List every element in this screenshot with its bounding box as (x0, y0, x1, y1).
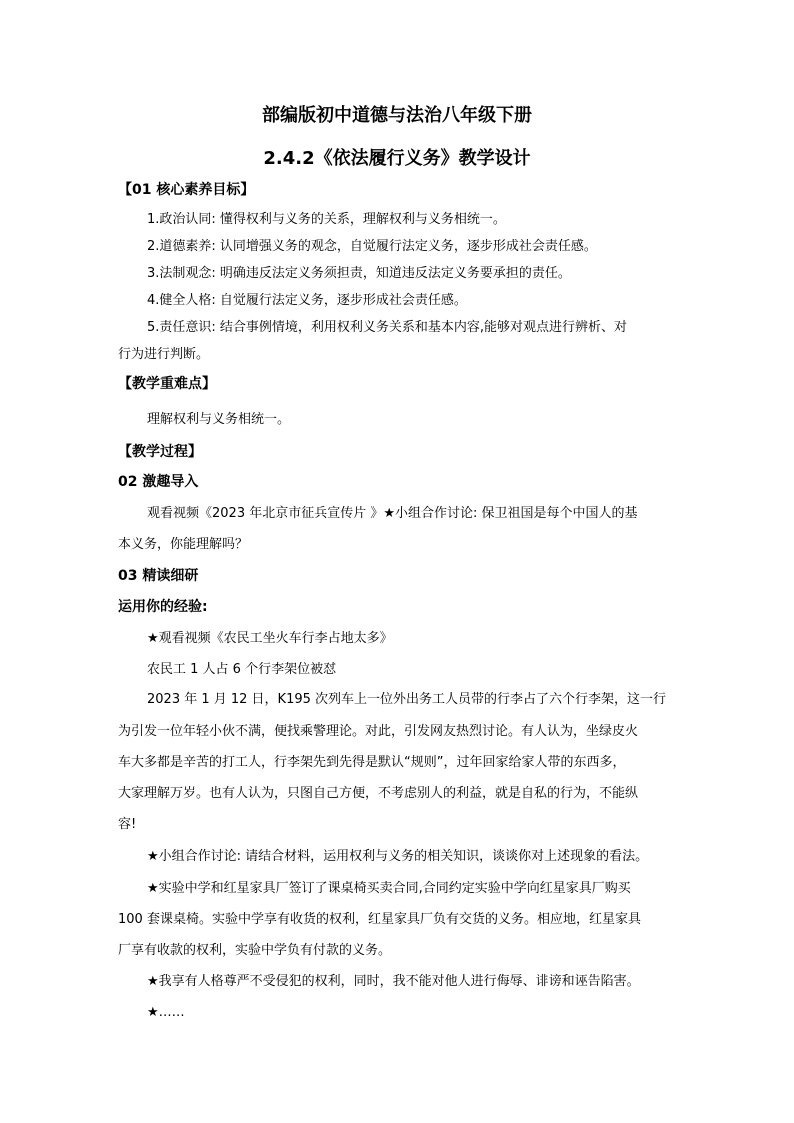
goal-item-4: 4.健全人格: 自觉履行法定义务，逐步形成社会责任感。 (147, 293, 467, 308)
study-heading: 03 精读细研 (118, 568, 199, 584)
news-line-5: 容! (118, 817, 137, 832)
news-line-3: 车大多都是辛苦的打工人，行李架先到先得是默认“规则”，过年回家给家人带的东西多， (118, 755, 626, 770)
news-line-2: 为引发一位年轻小伙不满，便找乘警理论。对此，引发网友热烈讨论。有人认为，坐绿皮火 (118, 724, 639, 739)
document-subtitle: 2.4.2《依法履行义务》教学设计 (263, 148, 531, 169)
intro-line-1: 观看视频《2023 年北京市征兵宣传片 》★小组合作讨论: 保卫祖国是每个中国人的基 (147, 506, 638, 521)
ellipsis-line: ★…… (147, 1005, 185, 1020)
goal-item-3: 3.法制观念: 明确违反法定义务须担责，知道违反法定义务要承担的责任。 (147, 266, 571, 281)
goal-item-1: 1.政治认同: 懂得权利与义务的关系，理解权利与义务相统一。 (147, 212, 506, 227)
contract-line-2: 100 套课桌椅。实验中学享有收货的权利，红星家具厂负有交货的义务。相应地，红星家具 (118, 912, 641, 927)
news-line-4: 大家理解万岁。也有人认为，只图自己方便，不考虑别人的利益，就是自私的行为，不能纵 (118, 786, 639, 801)
contract-line-3: 厂享有收款的权利，实验中学负有付款的义务。 (118, 943, 392, 958)
discussion-line: ★小组合作讨论: 请结合材料，运用权利与义务的相关知识，谈谈你对上述现象的看法。 (147, 849, 649, 864)
process-heading: 【教学过程】 (118, 444, 202, 460)
core-goals-heading: 【01 核心素养目标】 (118, 182, 255, 198)
news-title: 农民工 1 人占 6 个行李架位被怼 (147, 662, 337, 677)
key-points-heading: 【教学重难点】 (118, 376, 216, 392)
goal-item-5: 5.责任意识: 结合事例情境，利用权利义务关系和基本内容,能够对观点进行辨析、对 (147, 320, 628, 335)
document-title: 部编版初中道德与法治八年级下册 (262, 105, 532, 126)
intro-heading: 02 激趣导入 (118, 474, 199, 490)
goal-item-2: 2.道德素养: 认同增强义务的观念，自觉履行法定义务，逐步形成社会责任感。 (147, 239, 597, 254)
news-line-1: 2023 年 1 月 12 日，K195 次列车上一位外出务工人员带的行李占了六个行李架，这一行 (147, 692, 667, 707)
dignity-line: ★我享有人格尊严不受侵犯的权利，同时，我不能对他人进行侮辱、诽谤和诬告陷害。 (147, 974, 640, 989)
video-line: ★观看视频《农民工坐火车行李占地太多》 (147, 631, 393, 646)
contract-line-1: ★实验中学和红星家具厂签订了课桌椅买卖合同,合同约定实验中学向红星家具厂购买 (147, 881, 631, 896)
intro-line-2: 本义务，你能理解吗？ (118, 537, 249, 552)
experience-heading: 运用你的经验: (118, 599, 208, 615)
goal-item-5-continued: 行为进行判断。 (118, 347, 210, 362)
key-points-text: 理解权利与义务相统一。 (147, 412, 291, 427)
